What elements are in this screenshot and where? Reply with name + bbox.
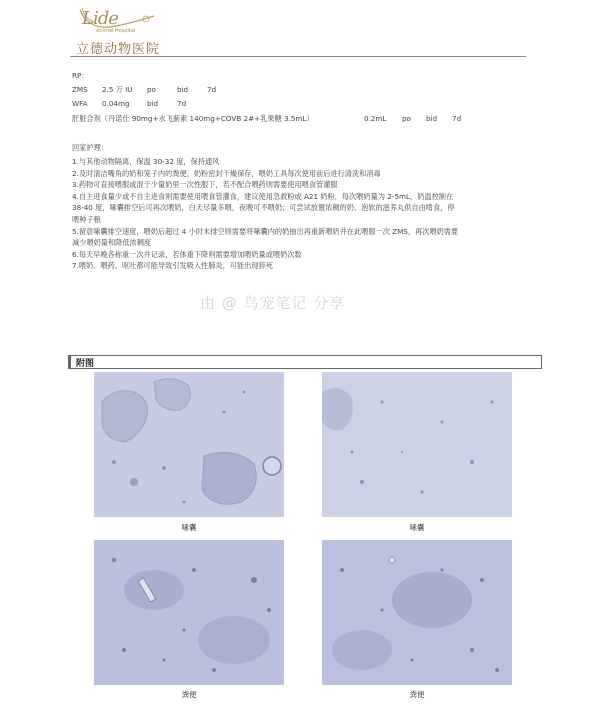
drug-name: WFA	[72, 99, 88, 108]
micrograph-image	[94, 372, 284, 517]
micrograph-image	[322, 540, 512, 685]
micrograph-image	[94, 540, 284, 685]
compound-freq: bid	[426, 114, 438, 123]
drug-freq: bid	[177, 85, 189, 94]
drug-days: 7d	[207, 85, 217, 94]
rp-line-2	[72, 98, 207, 110]
feces-micrograph-2	[322, 540, 512, 685]
rp-line-compound	[72, 113, 461, 125]
care-item: 减少喂奶量和降低浓稠度	[72, 238, 152, 248]
share-watermark: 由 @ 鸟宠笔记 分享	[200, 294, 346, 312]
care-item: 4.自主进食量少或不自主进食则需要使用喂食管灌食，建议使用急救粉或 A21 奶粉，每次喂奶量为 2-5mL，奶温控制在	[72, 191, 454, 201]
crop-micrograph-2	[322, 372, 512, 517]
compound-route: po	[402, 114, 411, 123]
compound-dose: 0.2mL	[364, 114, 387, 123]
care-item: 6.每天早晚各称重一次并记录，若体重下降则需要增加喂奶量或喂奶次数	[72, 249, 302, 259]
care-item: 3.药物可直接喂服或混于少量奶里一次性服下，若不配合喂药则需要使用喂食管灌服	[72, 180, 338, 190]
care-item: 38-40 度，嗉囊排空后可再次喂奶，白天尽量多喂，夜晚可不喂奶；可尝试放置浓稠的奶、泡软的滋养丸供自由啃食，停	[72, 203, 455, 213]
crop-micrograph-1	[94, 372, 284, 517]
figure-caption: 嗉囊	[409, 523, 425, 532]
drug-route: po	[147, 85, 156, 94]
drug-dose: 0.04mg	[102, 99, 130, 108]
compound-days: 7d	[452, 114, 462, 123]
care-title: 回家护理：	[72, 143, 108, 152]
care-item: 1.与其他动物隔离，保温 30-32 度，保持通风	[72, 157, 220, 166]
care-item: 喂种子粮	[72, 214, 101, 224]
figure-caption: 粪便	[181, 690, 197, 699]
logo-script-text: Lide	[82, 8, 118, 29]
hospital-name: 立德动物医院	[76, 42, 161, 57]
care-item: 5.留意嗉囊排空速度，喂奶后超过 4 小时未排空则需要将嗉囊内的奶抽出再重新喂奶并在此喂服一次 ZMS，再次喂奶需要	[72, 226, 459, 236]
care-item: 2.及时清洁嘴角的奶和笼子内的粪便，奶粉密封干燥保存，喂奶工具每次使用前后进行清洗和消毒	[72, 168, 381, 178]
care-item: 7.喂奶、喂药、呕吐都可能导致引发吸入性肺炎，可能出现猝死	[72, 261, 273, 271]
header-divider	[70, 56, 526, 57]
drug-dose: 2.5 万 IU	[102, 85, 133, 94]
figure-caption: 粪便	[409, 690, 425, 699]
appendix-title: 附图	[76, 359, 95, 369]
figure-caption: 嗉囊	[181, 523, 197, 532]
drug-route: bid	[147, 99, 159, 108]
feces-micrograph-1	[94, 540, 284, 685]
rp-title: RP：	[72, 71, 89, 80]
micrograph-image	[322, 372, 512, 517]
compound-text: 肝脏合剂（丹诺仕 90mg+水飞蓟素 140mg+COVB 2#+乳果糖 3.5mL）	[72, 114, 314, 123]
hospital-logo	[76, 6, 166, 57]
logo-subtitle: Animal Hospital	[96, 28, 136, 34]
care-list	[72, 156, 542, 272]
appendix-header	[68, 355, 542, 369]
drug-freq: 7d	[177, 99, 187, 108]
drug-name: ZMS	[72, 85, 88, 94]
rp-line-1	[72, 84, 216, 96]
